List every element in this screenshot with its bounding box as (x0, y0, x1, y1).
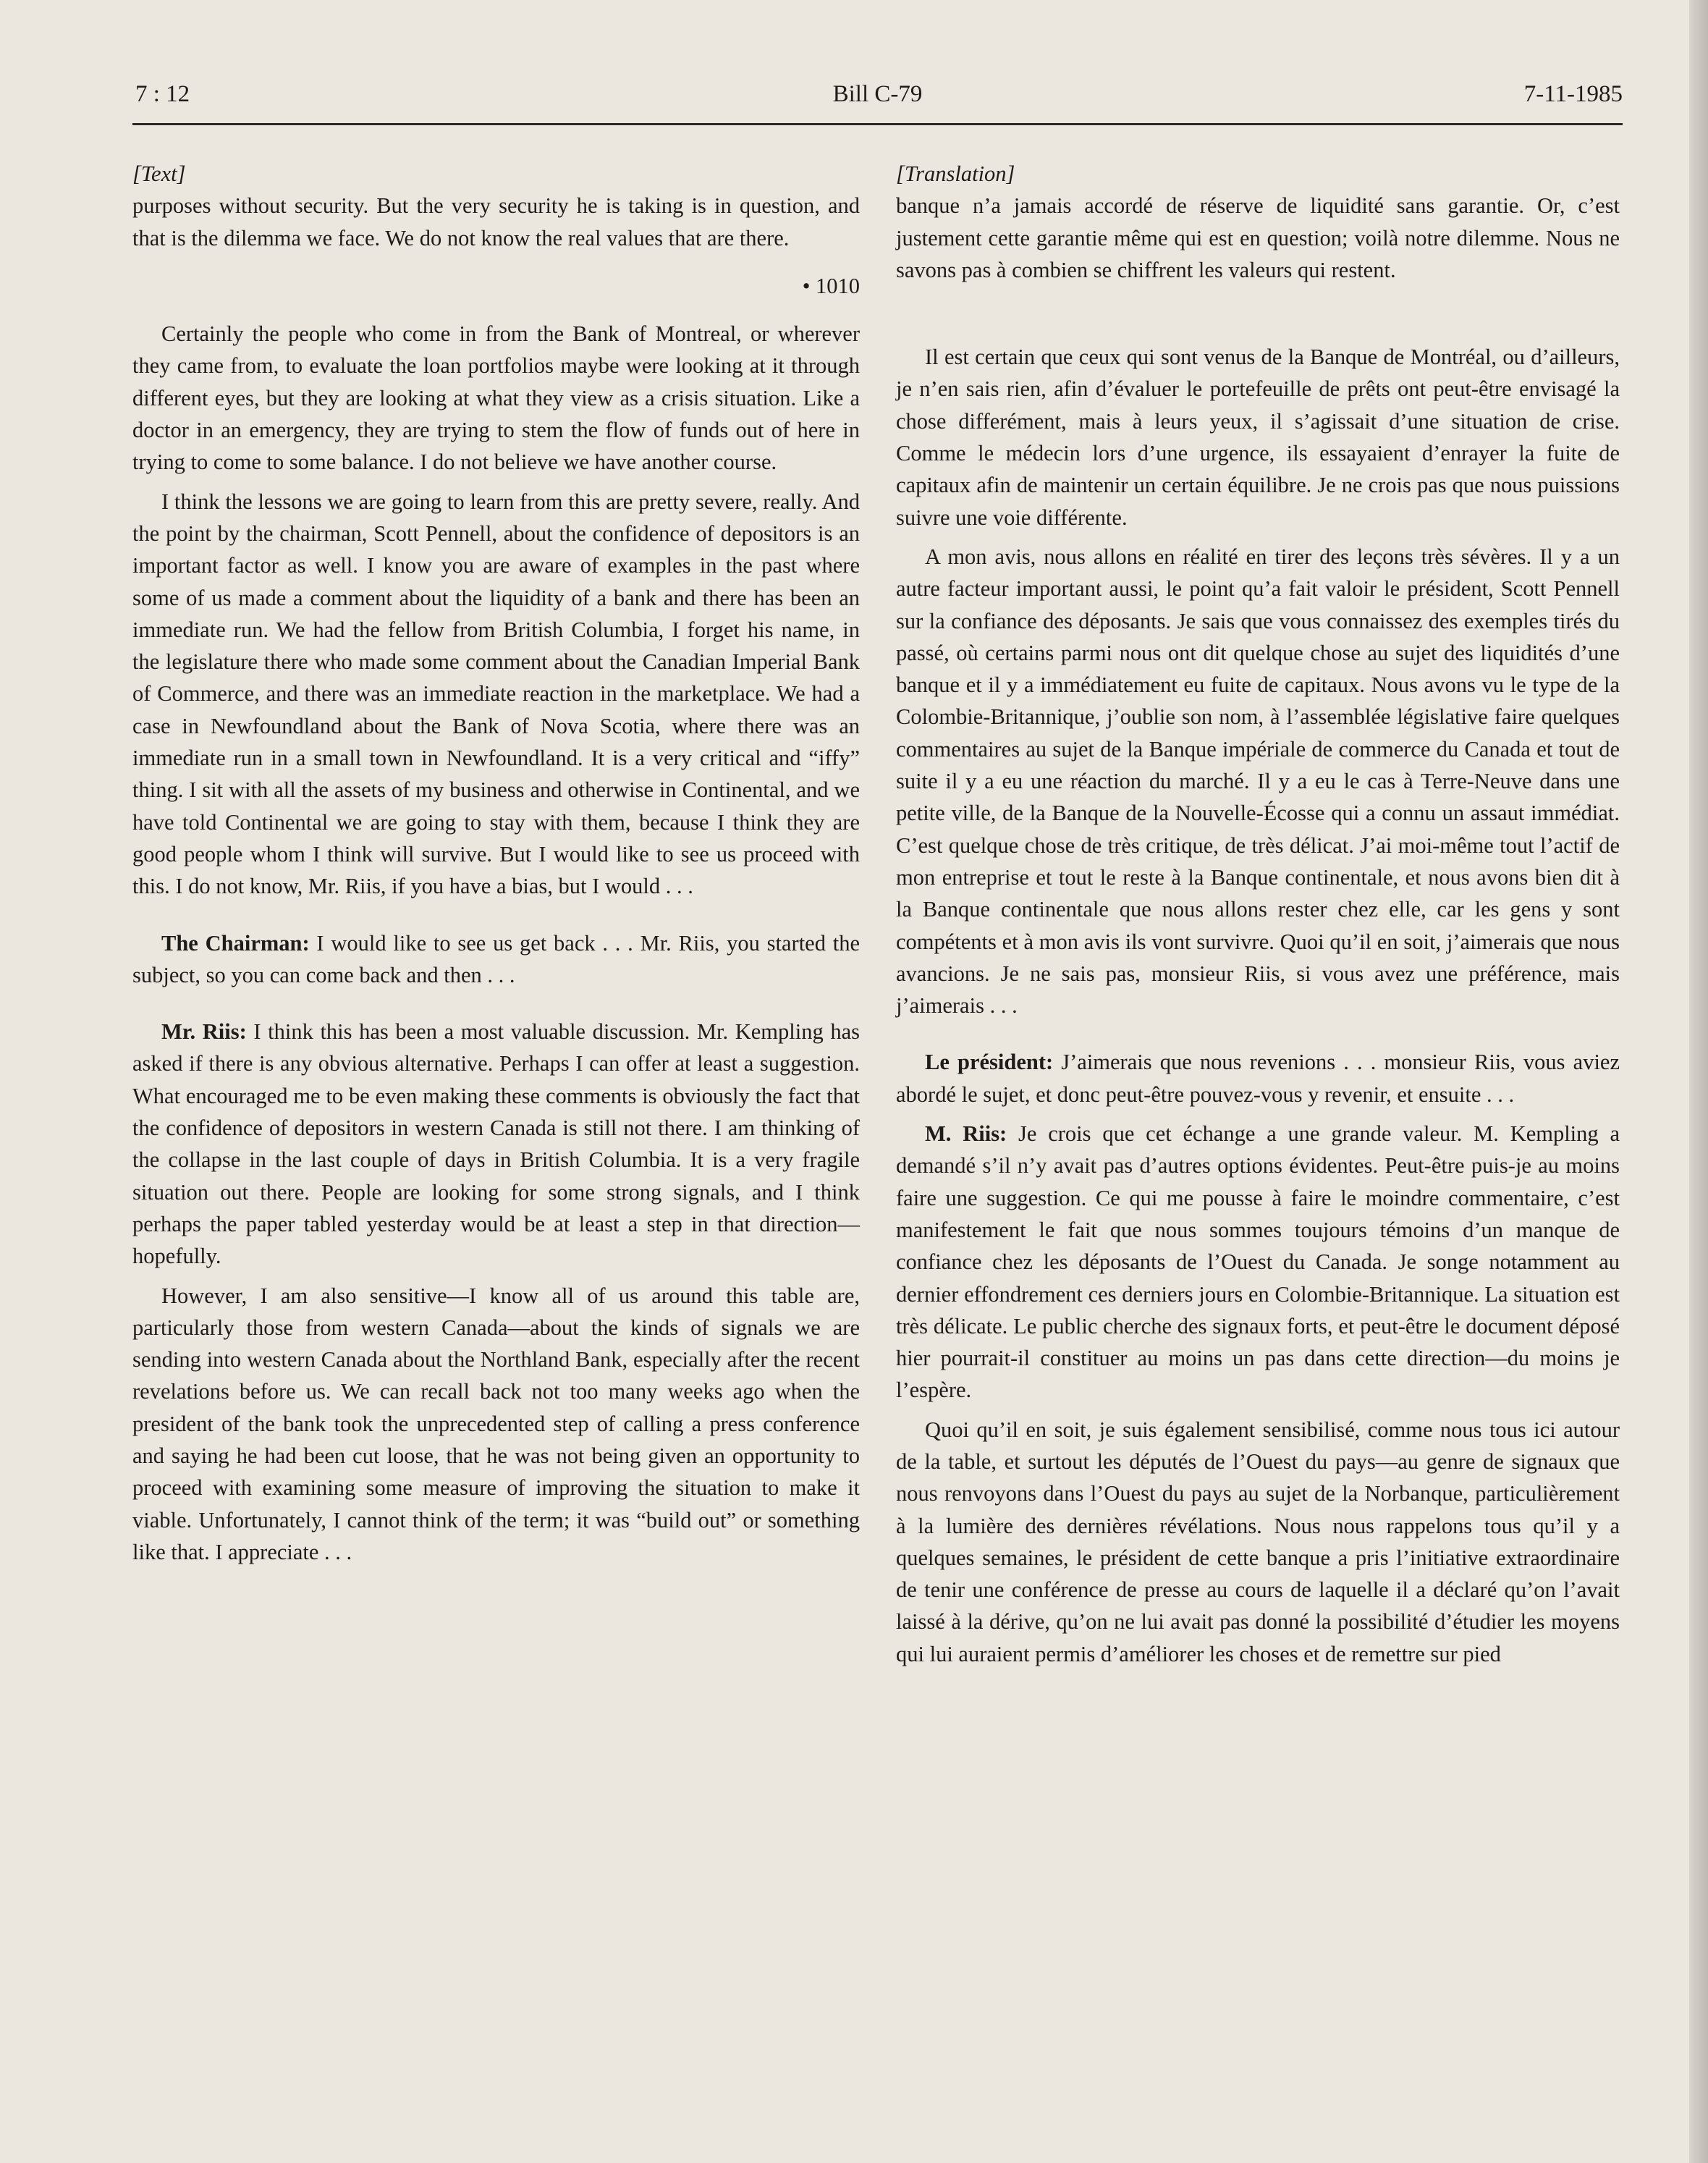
riis-paragraph-fr (896, 1118, 1620, 1407)
page-header (132, 81, 1623, 125)
speaker-name: The Chairman: (161, 930, 310, 956)
speech-text: J’aimerais que nous revenions . . . monsieur Riis, vous aviez abordé le sujet, et donc peut-être pouvez-vous y revenir, et ensuite . . . (896, 1050, 1620, 1107)
paragraph: Quoi qu’il en soit, je suis également sensibilisé, comme nous tous ici autour de la table, et surtout les députés de l’Ouest du pays—au genre de signaux que nous renvoyons dans l’Ouest du pays au sujet de la Norbanque, particulièrement à la lumière des dernières révélations. Nous nous rappelons tous qu’il y a quelques semaines, le président de cette banque a pris l’initiative extraordinaire de tenir une conférence de presse au cours de laquelle il a déclaré qu’on l’avait laissé à la dérive, qu’on ne lui avait pas donné la possibilité d’étudier les moyens qui lui auraient permis d’améliorer les choses et de remettre sur pied (896, 1417, 1620, 1666)
page-number: 7 : 12 (135, 81, 190, 107)
speech-text: I would like to see us get back . . . Mr. Riis, you started the subject, so you can come back and then . . . (132, 930, 860, 987)
paragraph: Certainly the people who come in from the Bank of Montreal, or wherever they came from, to evaluate the loan portfolios maybe were looking at it through different eyes, but they are looking at what they view as a crisis situation. Like a doctor in an emergency, they are trying to stem the flow of funds out of here in trying to come to some balance. I do not believe we have another course. (132, 321, 860, 475)
header-rule (132, 123, 1623, 125)
paragraph: I think the lessons we are going to learn from this are pretty severe, really. And the point by the chairman, Scott Pennell, about the confidence of depositors is an important factor as well. I know you are aware of examples in the past where some of us made a comment about the liquidity of a bank and there has been an immediate run. We had the fellow from British Columbia, I forget his name, in the legislature there who made some comment about the Canadian Imperial Bank of Commerce, and there was an immediate reaction in the marketplace. We had a case in Newfoundland about the Bank of Nova Scotia, where there was an immediate run in a small town in Newfoundland. It is a very critical and “iffy” thing. I sit with all the assets of my business and otherwise in Continental, and we have told Continental we are going to stay with them, because I think they are good people whom I think will survive. But I would like to see us proceed with this. I do not know, Mr. Riis, if you have a bias, but I would . . . (132, 489, 860, 899)
speaker-name: Le président: (925, 1050, 1054, 1075)
paragraph: Il est certain que ceux qui sont venus de la Banque de Montréal, ou d’ailleurs, je n’en sais rien, afin d’évaluer le portefeuille de prêts ont peut-être envisagé la chose differément, mais à leurs yeux, il s’agissait d’une situation de crise. Comme le médecin lors d’une urgence, ils essayaient d’enrayer la fuite de capitaux afin de maintenir un certain équilibre. Je ne crois pas que nous puissions suivre une voie différente. (896, 345, 1620, 530)
speech-text: Je crois que cet échange a une grande valeur. M. Kempling a demandé s’il n’y avait pas d’autres options évidentes. Peut-être puis-je au moins faire une suggestion. Ce qui me pousse à faire le moindre commentaire, c’est manifestement le fait que nous sommes toujours témoins d’un manque de confiance chez les déposants de l’Ouest du Canada. Je songe notamment au dernier effondrement ces derniers jours en Colombie-Britannique. La situation est très délicate. Le public cherche des signaux forts, et peut-être le document déposé hier pourrait-il constituer au moins un pas dans cette direction—du moins je l’espère. (896, 1121, 1620, 1403)
paragraph: banque n’a jamais accordé de réserve de liquidité sans garantie. Or, c’est justement cette garantie même qui est en question; voilà notre dilemme. Nous ne savons pas à combien se chiffrent les valeurs qui restent. (896, 193, 1620, 282)
president-paragraph (896, 1046, 1620, 1110)
paragraph: However, I am also sensitive—I know all of us around this table are, particularly those from western Canada—about the kinds of signals we are sending into western Canada about the Northland Bank, especially after the recent revelations before us. We can recall back not too many weeks ago when the president of the bank took the unprecedented step of calling a press conference and saying he had been cut loose, that he was not being given an opportunity to proceed with examining some measure of improving the situation to make it viable. Unfortunately, I cannot think of the term; it was “build out” or something like that. I appreciate . . . (132, 1283, 860, 1564)
speaker-name: Mr. Riis: (161, 1019, 247, 1045)
paragraph: purposes without security. But the very security he is taking is in question, and that is the dilemma we face. We do not know the real values that are there. (132, 193, 860, 250)
speaker-name: M. Riis: (925, 1121, 1007, 1147)
chairman-paragraph (132, 927, 860, 992)
section-label-text: [Text] (132, 161, 186, 186)
section-label-translation: [Translation] (896, 161, 1015, 186)
english-column (132, 158, 860, 1575)
riis-paragraph (132, 1016, 860, 1272)
page-edge-shadow (1689, 0, 1708, 2163)
french-column (896, 158, 1620, 1677)
speech-text: I think this has been a most valuable discussion. Mr. Kempling has asked if there is any obvious alternative. Perhaps I can offer at least a suggestion. What encouraged me to be even making these comments is obviously the fact that the confidence of depositors in western Canada is still not there. I am thinking of the collapse in the last couple of days in British Columbia. It is a very fragile situation out there. People are looking for some strong signals, and I think perhaps the paper tabled yesterday would be at least a step in that direction—hopefully. (132, 1019, 860, 1269)
bill-title: Bill C-79 (832, 81, 923, 107)
time-marker: • 1010 (802, 273, 860, 298)
paragraph: A mon avis, nous allons en réalité en tirer des leçons très sévères. Il y a un autre facteur important aussi, le point qu’a fait valoir le président, Scott Pennell sur la confiance des déposants. Je sais que vous connaissez des exemples tirés du passé, où certains parmi nous ont dit quelque chose au sujet des liquidités d’une banque et il y a immédiatement eu fuite de capitaux. Nous avons vu le type de la Colombie-Britannique, j’oublie son nom, à l’assemblée législative faire quelques commentaires au sujet de la Banque impériale de commerce du Canada et tout de suite il y a eu une réaction du marché. Il y a eu le cas à Terre-Neuve dans une petite ville, de la Banque de la Nouvelle-Écosse qui a connu un assaut immédiat. C’est quelque chose de très critique, de très délicat. J’ai moi-même tout l’actif de mon entreprise et tout le reste à la Banque continentale, et nous avons bien dit à la Banque continentale que nous allons rester chez elle, car les gens y sont compétents et à mon avis ils vont survivre. Quoi qu’il en soit, j’aimerais que nous avancions. Je ne sais pas, monsieur Riis, si vous avez une préférence, mais j’aimerais . . . (896, 544, 1620, 1019)
page-date: 7-11-1985 (1523, 81, 1623, 107)
